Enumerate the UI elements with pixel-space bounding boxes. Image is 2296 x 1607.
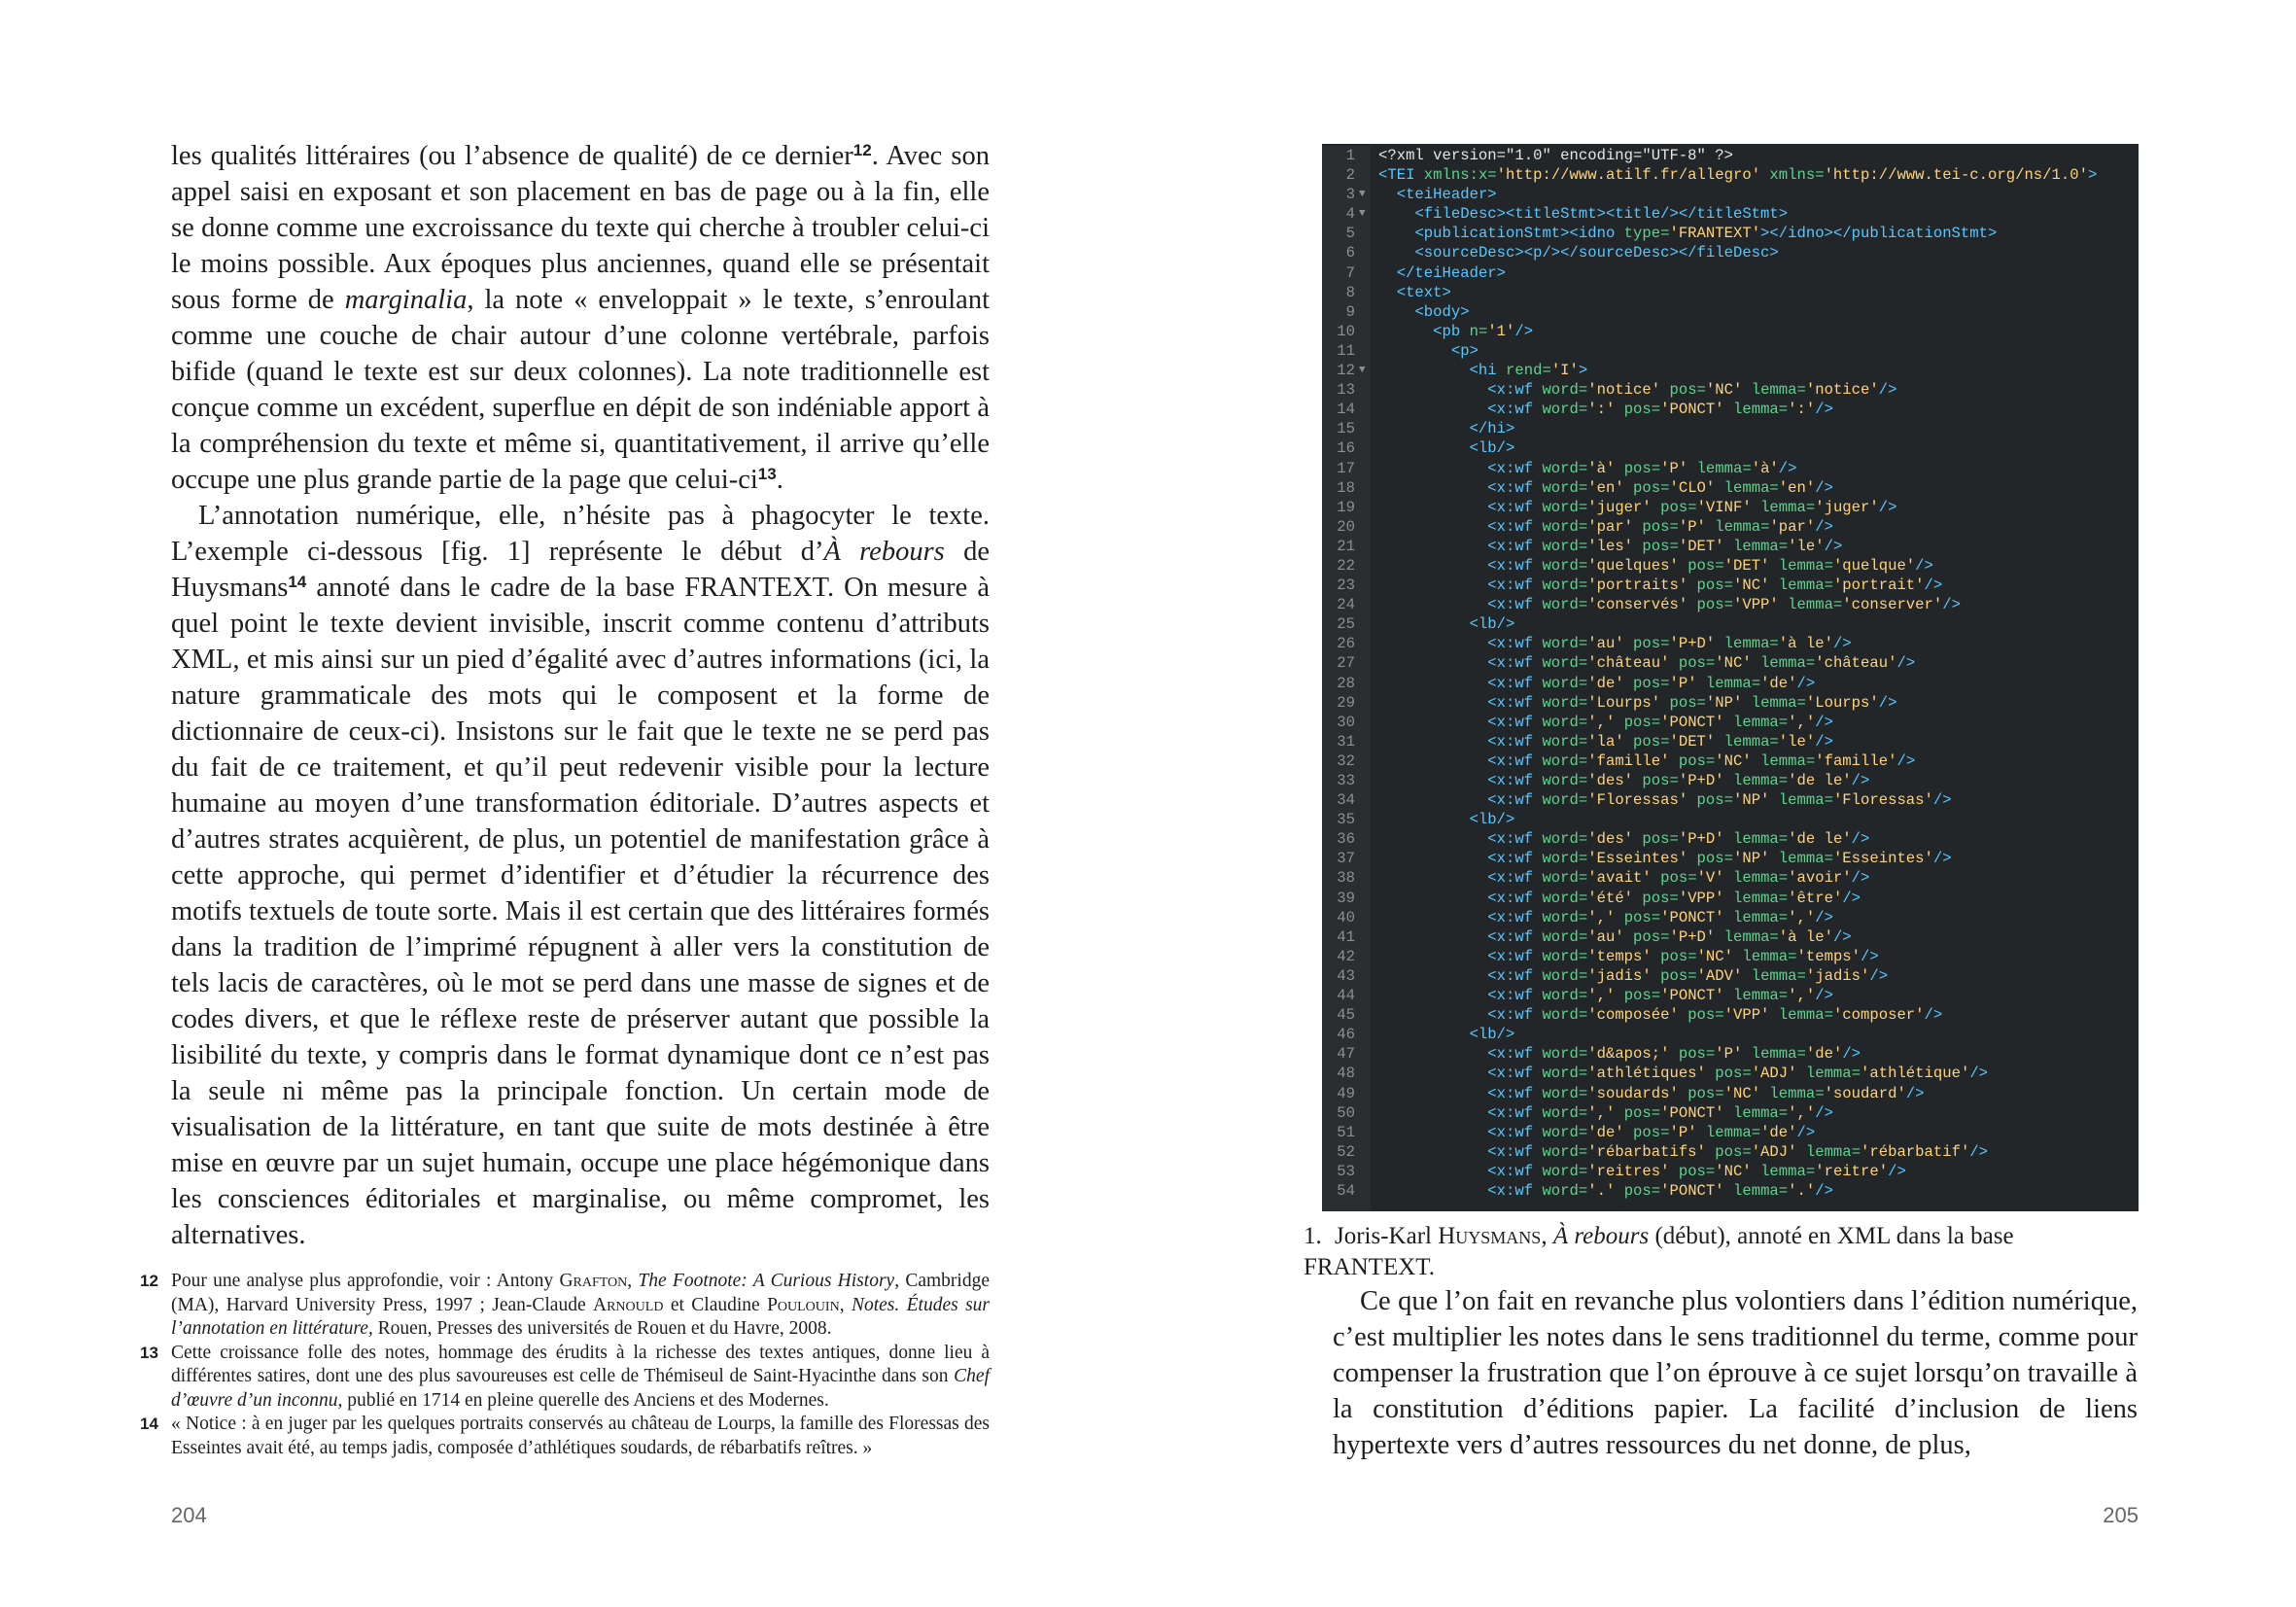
code-text: <x:wf word='reitres' pos='NC' lemma='reitre'/>: [1487, 1162, 1906, 1180]
code-line: [1322, 947, 2139, 966]
code-line: [1322, 790, 2139, 810]
book-title: Chef d’œuvre d’un inconnu: [171, 1366, 990, 1411]
code-line: [1322, 1142, 2139, 1162]
text-run: de Huysmans: [171, 537, 990, 603]
code-text: <x:wf word=':' pos='PONCT' lemma=':'/>: [1487, 401, 1833, 419]
author-name: Huysmans: [1438, 1223, 1542, 1249]
code-text: <hi rend='I'>: [1469, 362, 1588, 380]
code-line: [1322, 556, 2139, 576]
code-text: <x:wf word='Floressas' pos='NP' lemma='Floressas'/>: [1487, 791, 1952, 810]
code-line: [1322, 1103, 2139, 1123]
line-number: 49: [1337, 1084, 1355, 1102]
author-name: Grafton: [559, 1271, 628, 1291]
book-title: The Footnote: A Curious History: [638, 1271, 895, 1291]
code-text: <fileDesc><titleStmt><title/></titleStmt>: [1414, 205, 1789, 224]
footnote-13: [140, 1342, 990, 1414]
line-number: 37: [1337, 850, 1355, 868]
line-number: 50: [1337, 1103, 1355, 1122]
footnote-12: [140, 1270, 990, 1342]
line-number: 9: [1345, 302, 1355, 321]
text-run: ,: [627, 1271, 639, 1291]
line-number: 12: [1337, 362, 1355, 380]
italic-term: marginalia: [344, 285, 468, 315]
code-line: [1322, 243, 2139, 262]
code-text: <x:wf word='château' pos='NC' lemma='château'/>: [1487, 654, 1916, 673]
code-line: [1322, 263, 2139, 283]
code-text: <x:wf word='en' pos='CLO' lemma='en'/>: [1487, 478, 1833, 497]
page-number: 205: [2103, 1503, 2139, 1527]
code-line: [1322, 1044, 2139, 1064]
text-run: les qualités littéraires (ou l’absence de qualité) de ce dernier: [171, 141, 853, 171]
line-number: 53: [1337, 1162, 1355, 1180]
code-line: [1322, 713, 2139, 732]
footnote-ref-12[interactable]: 12: [852, 141, 872, 159]
line-number: 11: [1337, 341, 1355, 360]
italic-title: À rebours: [823, 537, 945, 567]
code-line: [1322, 1064, 2139, 1083]
code-line: [1322, 537, 2139, 556]
line-number: 16: [1337, 439, 1355, 458]
code-text: <teiHeader>: [1396, 186, 1497, 204]
code-line: [1322, 478, 2139, 498]
line-number: 40: [1337, 908, 1355, 926]
code-text: <x:wf word=',' pos='PONCT' lemma=','/>: [1487, 987, 1833, 1005]
text-run: (début), annoté en XML dans la base FRANTEXT.: [1304, 1223, 2014, 1280]
body-text: [1333, 1283, 2138, 1463]
code-line: [1322, 829, 2139, 849]
code-text: <x:wf word=',' pos='PONCT' lemma=','/>: [1487, 908, 1833, 926]
fold-arrow-icon[interactable]: ▼: [1359, 189, 1366, 201]
code-text: <pb n='1'/>: [1433, 322, 1534, 340]
code-text: <x:wf word='au' pos='P+D' lemma='à le'/>: [1487, 635, 1852, 653]
code-line: [1322, 459, 2139, 478]
fold-arrow-icon[interactable]: ▼: [1359, 208, 1366, 221]
code-line: [1322, 341, 2139, 361]
figure-number: 1.: [1304, 1223, 1322, 1249]
footnote-14: [140, 1413, 990, 1460]
text-run: , Cambridge (MA), Harvard University Press, 1997 ; Jean-Claude: [171, 1271, 990, 1315]
line-number: 17: [1337, 459, 1355, 477]
line-number: 44: [1337, 987, 1355, 1005]
code-line: [1322, 849, 2139, 868]
line-number: 41: [1337, 927, 1355, 946]
line-number: 23: [1337, 576, 1355, 595]
page-number: 204: [171, 1503, 207, 1527]
text-run: , publié en 1714 en pleine querelle des Anciens et des Modernes.: [337, 1389, 829, 1411]
line-number: 33: [1337, 772, 1355, 789]
fold-arrow-icon[interactable]: ▼: [1359, 365, 1366, 377]
code-text: <x:wf word='composée' pos='VPP' lemma='composer'/>: [1487, 1006, 1943, 1025]
code-text: <x:wf word='des' pos='P+D' lemma='de le'/>: [1487, 830, 1870, 849]
footnote-ref-14[interactable]: 14: [288, 573, 307, 591]
line-number: 1: [1345, 147, 1355, 164]
code-line: [1322, 1005, 2139, 1025]
code-text: <x:wf word='athlétiques' pos='ADJ' lemma='athlétique'/>: [1487, 1065, 1989, 1083]
text-run: L’annotation numérique, elle, n’hésite pas à phagocyter le texte. L’exemple ci-dessous [fig. 1] représente le début d’: [171, 501, 990, 567]
line-number: 46: [1337, 1026, 1355, 1044]
code-text: <x:wf word='Lourps' pos='NP' lemma='Lourps'/>: [1487, 693, 1897, 712]
line-number: 42: [1337, 947, 1355, 965]
right-page: [1148, 0, 2296, 1607]
code-line: [1322, 146, 2139, 165]
line-number: 26: [1337, 635, 1355, 653]
line-number: 51: [1337, 1123, 1355, 1141]
line-number: 25: [1337, 615, 1355, 634]
line-number: 14: [1337, 401, 1355, 419]
code-text: <x:wf word='jadis' pos='ADV' lemma='jadis'/>: [1487, 966, 1889, 985]
line-number: 24: [1337, 596, 1355, 614]
code-text: <x:wf word='par' pos='P' lemma='par'/>: [1487, 517, 1833, 536]
line-number: 47: [1337, 1045, 1355, 1064]
line-number: 20: [1337, 517, 1355, 536]
line-number: 43: [1337, 966, 1355, 985]
code-text: <lb/>: [1469, 811, 1515, 829]
code-text: <lb/>: [1469, 615, 1515, 634]
code-text: <p>: [1450, 341, 1478, 360]
code-line: [1322, 732, 2139, 751]
text-run: Joris-Karl: [1335, 1223, 1439, 1249]
code-text: <x:wf word='portraits' pos='NC' lemma='portrait'/>: [1487, 576, 1943, 595]
footnote-number: 12: [140, 1272, 158, 1290]
code-text: <lb/>: [1469, 1026, 1515, 1044]
line-number: 36: [1337, 830, 1355, 849]
code-text: <x:wf word='soudards' pos='NC' lemma='soudard'/>: [1487, 1084, 1925, 1102]
code-text: <x:wf word='la' pos='DET' lemma='le'/>: [1487, 732, 1833, 751]
code-lines: [1322, 146, 2139, 1201]
text-run: , la note « enveloppait » le texte, s’enroulant comme une couche de chair autour d’une colonne vertébrale, parfois bifide (quand le texte est sur deux colonnes). La note traditionnelle est conçue comme un excédent, superflue en dépit de son indéniable apport à la compréhension du texte et même si, quantitativement, il arrive qu’elle occupe une plus grande partie de la page que celui-ci: [171, 285, 990, 495]
line-number: 38: [1337, 869, 1355, 888]
paragraph-3: Ce que l’on fait en revanche plus volontiers dans l’édition numérique, c’est multiplier les notes dans le sens traditionnel du terme, comme pour compenser la frustration que l’on éprouve à ce sujet lorsqu’on travaille à la constitution d’éditions papier. La facilité d’inclusion de liens hypertexte vers d’autres ressources du net donne, de plus,: [1333, 1286, 2138, 1460]
line-number: 15: [1337, 420, 1355, 438]
footnote-number: 14: [140, 1415, 158, 1433]
text-run: .: [776, 465, 783, 495]
line-number: 52: [1337, 1142, 1355, 1161]
line-number: 35: [1337, 811, 1355, 829]
line-number: 39: [1337, 889, 1355, 907]
code-line: [1322, 361, 2139, 380]
code-text: <x:wf word=',' pos='PONCT' lemma=','/>: [1487, 713, 1833, 731]
line-number: 30: [1337, 713, 1355, 731]
code-line: [1322, 927, 2139, 947]
code-line: [1322, 165, 2139, 185]
code-line: [1322, 1123, 2139, 1142]
code-line: [1322, 771, 2139, 790]
line-number: 29: [1337, 693, 1355, 712]
line-number: 19: [1337, 498, 1355, 516]
line-number: 10: [1337, 322, 1355, 340]
line-number: 34: [1337, 791, 1355, 810]
footnote-number: 13: [140, 1343, 158, 1362]
line-number: 27: [1337, 654, 1355, 673]
text-run: et Claudine: [663, 1294, 768, 1315]
line-number: 48: [1337, 1065, 1355, 1083]
code-line: [1322, 966, 2139, 986]
author-name: Arnould: [593, 1294, 664, 1315]
line-number: 31: [1337, 732, 1355, 751]
code-text: <x:wf word='temps' pos='NC' lemma='temps'/>: [1487, 947, 1879, 965]
code-line: [1322, 889, 2139, 908]
code-line: [1322, 283, 2139, 302]
footnote-ref-13[interactable]: 13: [757, 465, 777, 483]
line-number: 2: [1345, 166, 1355, 185]
code-line: [1322, 204, 2139, 224]
text-run: Cette croissance folle des notes, hommage des érudits à la richesse des textes antiques, donne lieu à différentes satires, dont une des plus savoureuses est celle de Thémiseul de Saint-Hyacinthe dans son: [171, 1342, 990, 1386]
code-text: <x:wf word='juger' pos='VINF' lemma='juger'/>: [1487, 498, 1897, 516]
text-run: Rouen, Presses des universités de Rouen et du Havre, 2008.: [372, 1318, 832, 1339]
code-text: <x:wf word='à' pos='P' lemma='à'/>: [1487, 459, 1797, 477]
code-line: [1322, 908, 2139, 927]
code-text: <x:wf word='conservés' pos='VPP' lemma='conserver'/>: [1487, 596, 1961, 614]
code-text: <x:wf word='quelques' pos='DET' lemma='quelque'/>: [1487, 556, 1933, 575]
code-text: <body>: [1414, 302, 1470, 321]
code-line: [1322, 693, 2139, 713]
code-text: <x:wf word='au' pos='P+D' lemma='à le'/>: [1487, 927, 1852, 946]
line-number: 13: [1337, 381, 1355, 400]
book-title: À rebours: [1552, 1223, 1650, 1249]
footnote-text: [171, 1342, 990, 1414]
footnote-text: [171, 1270, 990, 1342]
code-line: [1322, 576, 2139, 595]
footnote-text: « Notice : à en juger par les quelques portraits conservés au château de Lourps, la famille des Floressas des Esseintes avait été, au temps jadis, composée d’athlétiques soudards, de rébarbatifs reîtres. »: [171, 1414, 990, 1458]
line-number: 6: [1345, 244, 1355, 262]
code-line: [1322, 322, 2139, 341]
figure-caption: [1304, 1221, 2139, 1283]
code-line: [1322, 498, 2139, 517]
line-number: 32: [1337, 751, 1355, 770]
code-text: <x:wf word='famille' pos='NC' lemma='famille'/>: [1487, 751, 1916, 770]
text-run: annoté dans le cadre de la base FRANTEXT. On mesure à quel point le texte devient invisible, inscrit comme contenu d’attributs XML, et mis ainsi sur un pied d’égalité avec d’autres informations (ici, la nature grammaticale des mots qui le composent et la forme de dictionnaire de ceux-ci). Insistons sur le fait que le texte ne se perd pas du fait de ce traitement, et qu’il peut redevenir visible pour la lecture humaine au moyen d’une transformation éditoriale. D’autres aspects et d’autres strates acquièrent, de plus, un potentiel de manifestation grâce à cette approche, qui permet d’identifier et d’étudier la récurrence des motifs textuels de toute sorte. Mais il est certain que des littéraires formés dans la tradition de l’imprimé répugnent à aller vers la constitution de tels lacis de caractères, où le mot se perd dans une masse de signes et de codes divers, et que le réflexe reste de préserver autant que possible la lisibilité du texte, y compris dans le format dynamique dont ce n’est pas la seule ni même pas la principale fonction. Un certain mode de visualisation de la littérature, en tant que suite de mots destinée à être mise en œuvre par un sujet humain, occupe une place hégémonique dans les consciences éditoriales et marginalise, ou même compromet, les alternatives.: [171, 573, 990, 1250]
code-line: [1322, 1084, 2139, 1103]
code-line: [1322, 986, 2139, 1005]
code-line: [1322, 751, 2139, 771]
code-line: [1322, 419, 2139, 438]
xml-code-figure: [1322, 144, 2139, 1211]
line-number: 22: [1337, 556, 1355, 575]
code-text: <?xml version="1.0" encoding="UTF-8" ?>: [1378, 147, 1733, 164]
code-text: <x:wf word='été' pos='VPP' lemma='être'/>: [1487, 889, 1861, 907]
paragraph-2: [171, 498, 990, 1253]
code-line: [1322, 185, 2139, 204]
code-text: <x:wf word='Esseintes' pos='NP' lemma='Esseintes'/>: [1487, 850, 1952, 868]
code-text: <lb/>: [1469, 439, 1515, 458]
code-text: </hi>: [1469, 420, 1515, 438]
text-run: ,: [839, 1294, 852, 1315]
book-title: Notes. Études sur l’annotation en littérature,: [171, 1294, 991, 1339]
line-number: 4: [1345, 205, 1355, 224]
author-name: Poulouin: [767, 1294, 840, 1315]
text-run: . Avec son appel saisi en exposant et son placement en bas de page ou à la fin, elle se donne comme une excroissance du texte qui cherche à troubler celui-ci le moins possible. Aux époques plus anciennes, quand elle se présentait sous forme de: [171, 141, 990, 315]
code-line: [1322, 400, 2139, 419]
line-number: 3: [1345, 186, 1355, 204]
code-line: [1322, 868, 2139, 888]
code-text: <text>: [1396, 283, 1451, 301]
code-text: <TEI xmlns:x='http://www.atilf.fr/allegro' xmlns='http://www.tei-c.org/ns/1.0'>: [1378, 166, 2098, 185]
line-number: 8: [1345, 283, 1355, 301]
code-text: <x:wf word='d&apos;' pos='P' lemma='de'/>: [1487, 1045, 1861, 1064]
line-number: 18: [1337, 478, 1355, 497]
body-text: [171, 138, 990, 1253]
code-line: [1322, 810, 2139, 829]
code-line: [1322, 438, 2139, 458]
code-line: [1322, 614, 2139, 634]
code-line: [1322, 653, 2139, 673]
code-text: <x:wf word='.' pos='PONCT' lemma='.'/>: [1487, 1181, 1833, 1200]
code-line: [1322, 224, 2139, 243]
code-line: [1322, 517, 2139, 537]
paragraph-1: [171, 138, 990, 498]
code-line: [1322, 1025, 2139, 1044]
code-text: <x:wf word='rébarbatifs' pos='ADJ' lemma='rébarbatif'/>: [1487, 1142, 1989, 1161]
code-text: <x:wf word='notice' pos='NC' lemma='notice'/>: [1487, 381, 1897, 400]
code-text: <x:wf word='de' pos='P' lemma='de'/>: [1487, 674, 1816, 692]
code-text: <sourceDesc><p/></sourceDesc></fileDesc>: [1414, 244, 1779, 262]
text-run: Pour une analyse plus approfondie, voir : Antony: [171, 1271, 560, 1291]
code-line: [1322, 674, 2139, 693]
code-line: [1322, 634, 2139, 653]
code-line: [1322, 595, 2139, 614]
code-text: <x:wf word=',' pos='PONCT' lemma=','/>: [1487, 1103, 1833, 1122]
line-number: 28: [1337, 674, 1355, 692]
code-line: [1322, 1181, 2139, 1201]
code-line: [1322, 380, 2139, 400]
code-text: <x:wf word='des' pos='P+D' lemma='de le'/>: [1487, 772, 1870, 789]
code-text: <x:wf word='avait' pos='V' lemma='avoir'/>: [1487, 869, 1870, 888]
code-text: <publicationStmt><idno type='FRANTEXT'></idno></publicationStmt>: [1414, 225, 1998, 243]
code-line: [1322, 1162, 2139, 1181]
line-number: 7: [1345, 263, 1355, 282]
line-number: 21: [1337, 537, 1355, 555]
code-text: <x:wf word='les' pos='DET' lemma='le'/>: [1487, 537, 1843, 555]
text-run: ,: [1541, 1223, 1553, 1249]
code-text: <x:wf word='de' pos='P' lemma='de'/>: [1487, 1123, 1816, 1141]
line-number: 5: [1345, 225, 1355, 243]
line-number: 54: [1337, 1181, 1355, 1200]
line-number: 45: [1337, 1006, 1355, 1025]
footnotes: [140, 1270, 990, 1460]
code-line: [1322, 302, 2139, 322]
code-text: </teiHeader>: [1396, 263, 1507, 282]
